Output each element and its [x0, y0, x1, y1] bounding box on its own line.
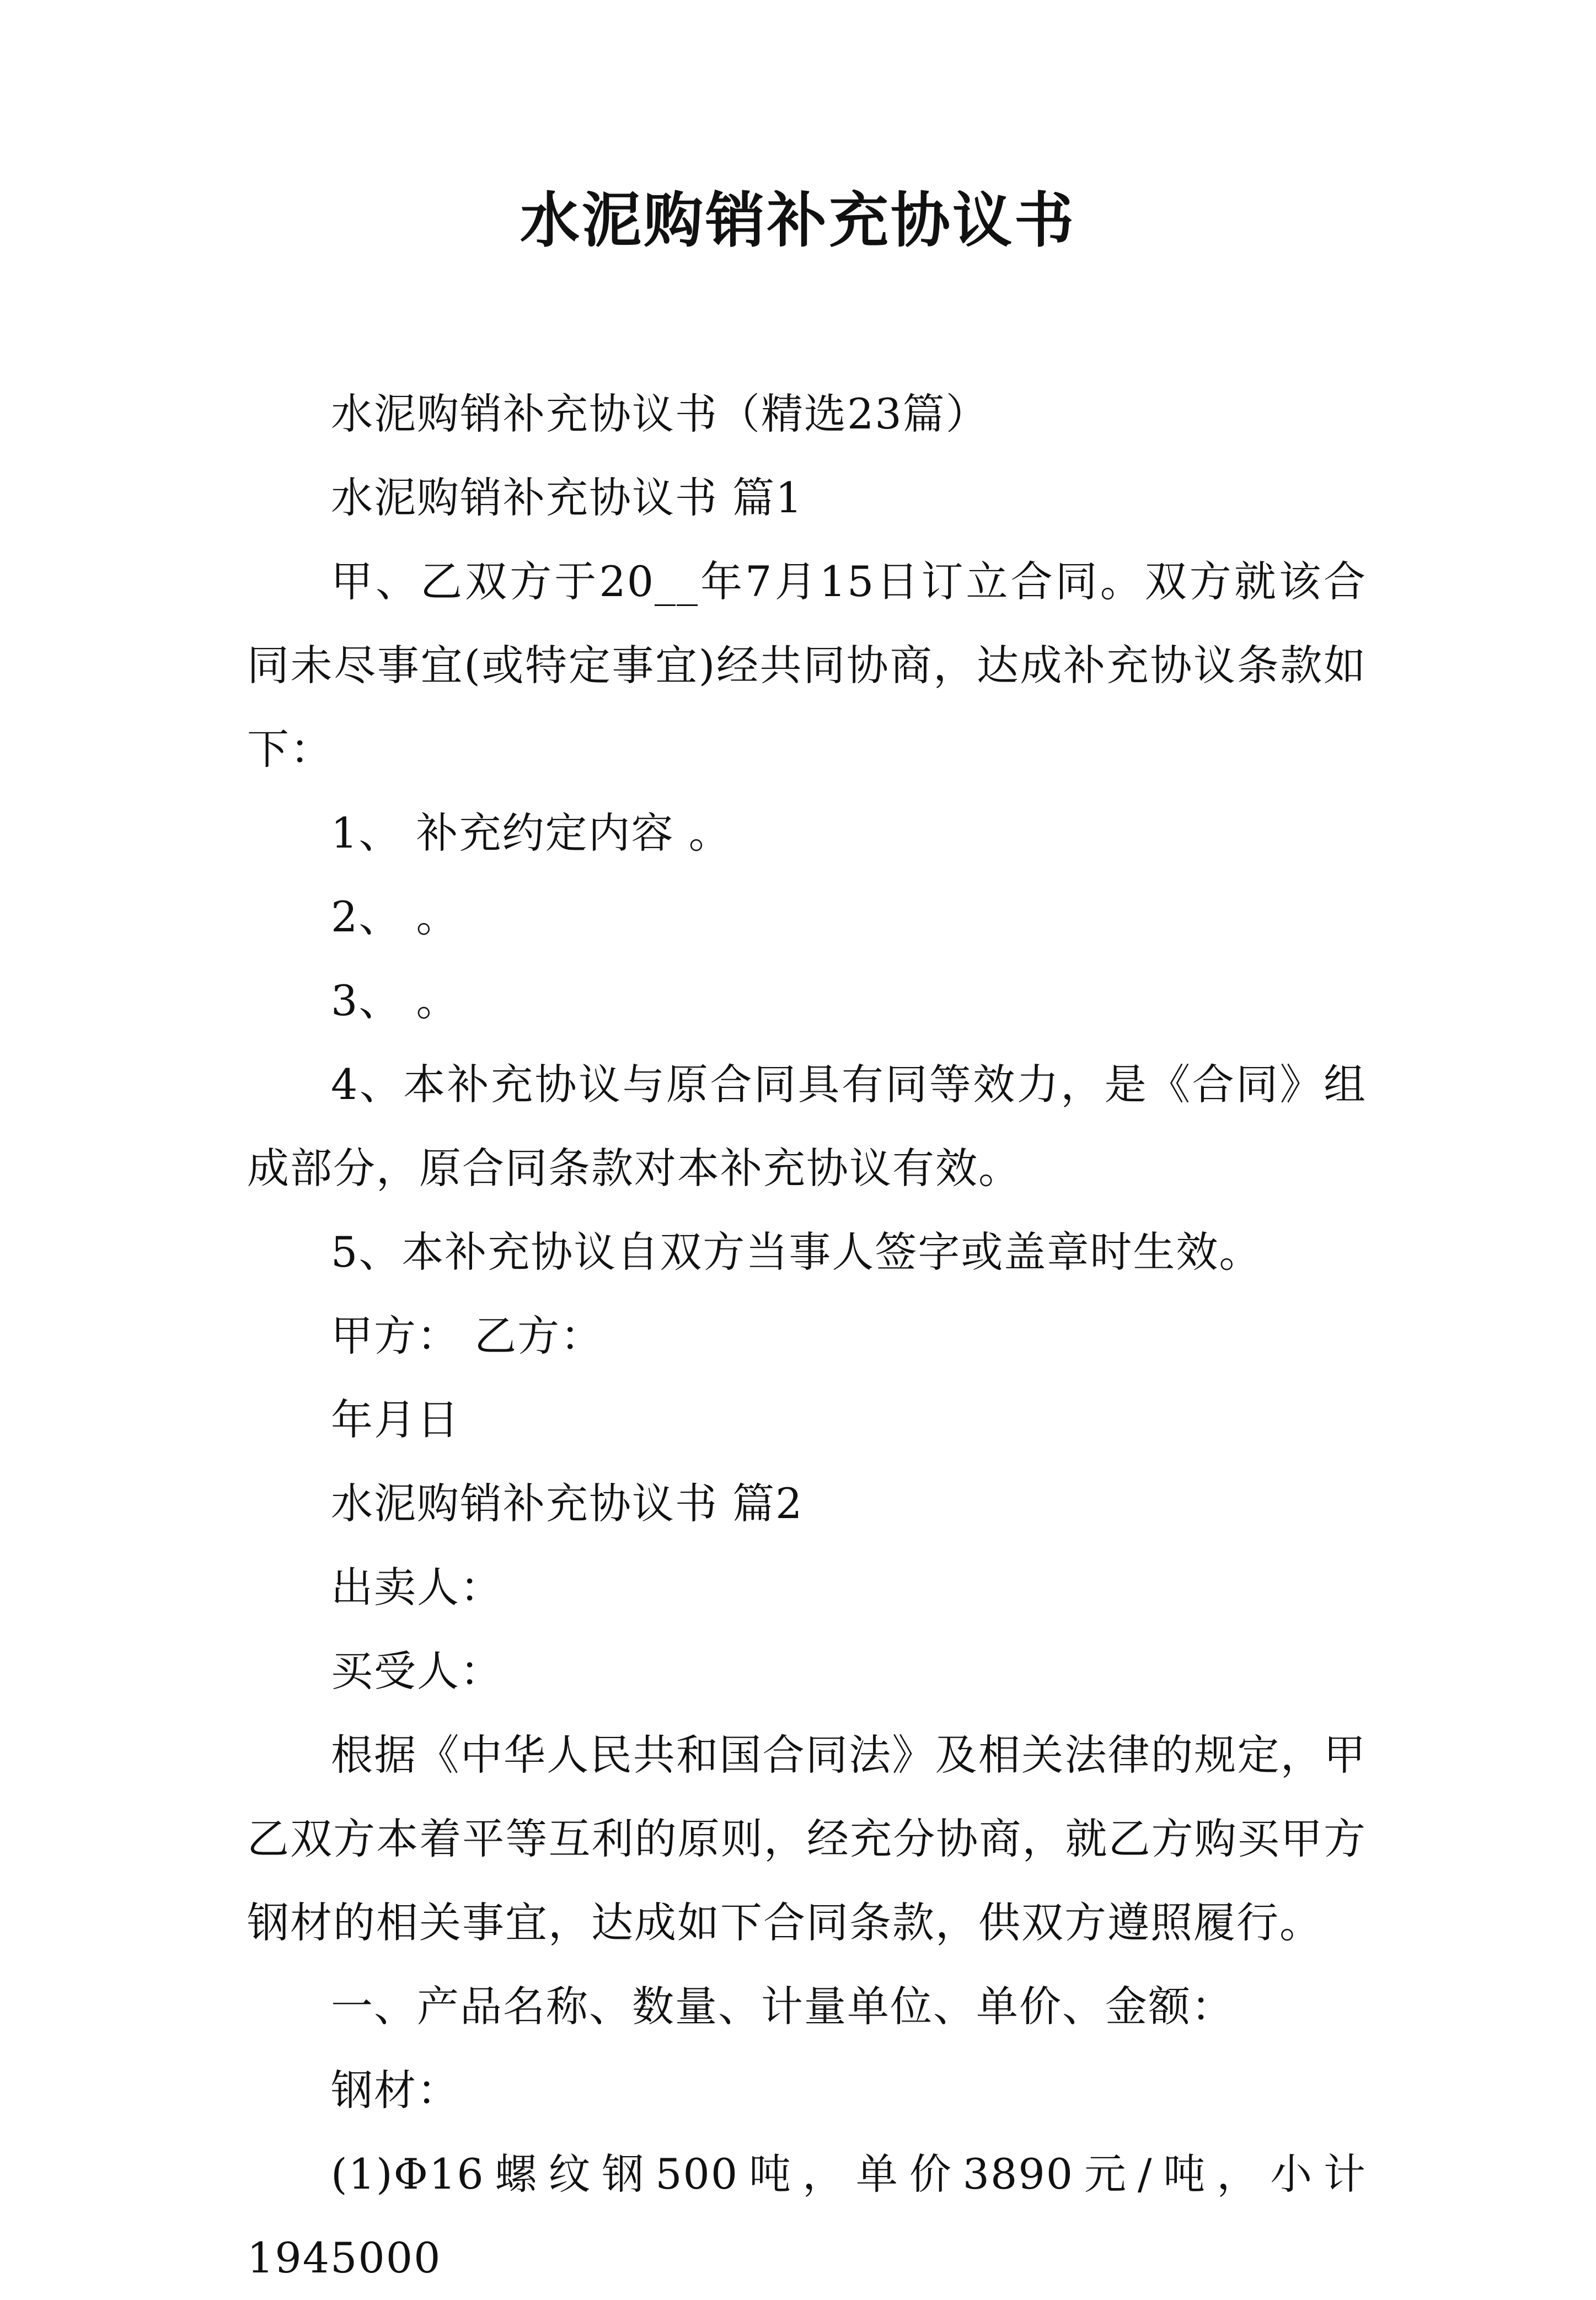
paragraph: 出卖人： [331, 1563, 503, 1612]
paragraph: 甲方： 乙方： [331, 1311, 604, 1360]
paragraph: 5、本补充协议自双方当事人签字或盖章时生效。 [331, 1227, 1262, 1277]
paragraph: 钢材： [331, 2066, 460, 2115]
paragraph: 水泥购销补充协议书（精选23篇） [331, 389, 989, 438]
document-title: 水泥购销补充协议书 [519, 186, 1076, 255]
paragraph: 一、产品名称、数量、计量单位、单价、金额： [331, 1982, 1234, 2031]
paragraph: 4、本补充协议与原合同具有同等效力，是《合同》组成部分，原合同条款对本补充协议有效。 [247, 1060, 1367, 1193]
document-body [247, 372, 1367, 2300]
paragraph: 1、 补充约定内容 。 [331, 808, 732, 857]
paragraph: 年月日 [331, 1395, 460, 1444]
paragraph: 买受人： [331, 1647, 503, 1696]
paragraph: 水泥购销补充协议书 篇2 [331, 1479, 804, 1528]
paragraph: (1)Φ16螺纹钢500吨，单价3890元/吨，小计1945000 [247, 2149, 1367, 2282]
paragraph: 水泥购销补充协议书 篇1 [331, 473, 804, 522]
paragraph: 2、 。 [331, 892, 459, 941]
paragraph: 3、 。 [331, 976, 459, 1025]
paragraph: 根据《中华人民共和国合同法》及相关法律的规定，甲乙双方本着平等互利的原则，经充分协商，就乙方购买甲方钢材的相关事宜，达成如下合同条款，供双方遵照履行。 [247, 1730, 1367, 1947]
paragraph: 甲、乙双方于20__年7月15日订立合同。双方就该合同未尽事宜(或特定事宜)经共同协商，达成补充协议条款如下： [247, 557, 1367, 774]
